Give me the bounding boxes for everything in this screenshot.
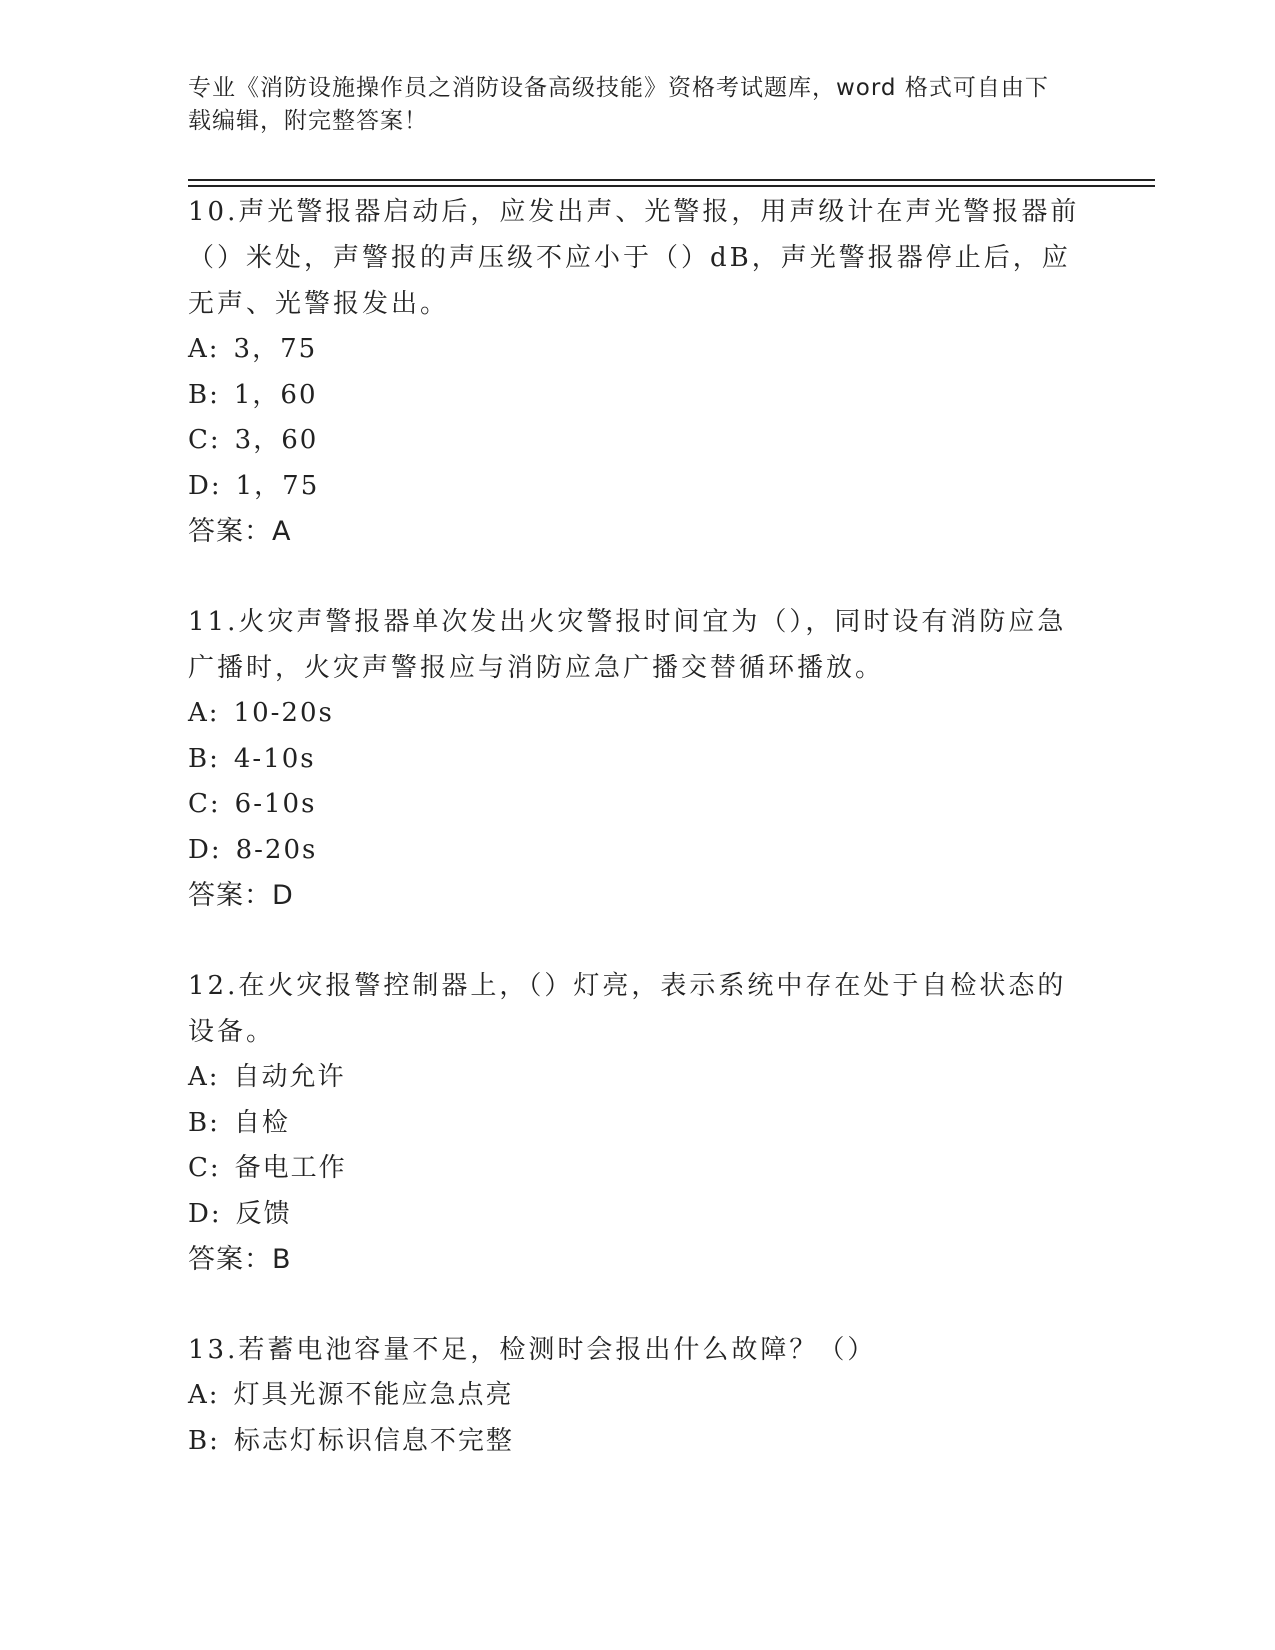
question-11 bbox=[188, 599, 1088, 919]
option-a bbox=[188, 1055, 1088, 1101]
option-value: 灯具光源不能应急点亮 bbox=[233, 1380, 514, 1410]
question-text: 12.在火灾报警控制器上，（）灯亮，表示系统中存在处于自检状态的设备。 bbox=[188, 971, 1067, 1047]
question-text: 11.火灾声警报器单次发出火灾警报时间宜为（），同时设有消防应急广播时，火灾声警报应与消防应急广播交替循环播放。 bbox=[188, 607, 1067, 683]
header-line-2: 载编辑，附完整答案！ bbox=[188, 108, 428, 134]
question-list bbox=[188, 189, 1088, 1508]
option-value: 6-10s bbox=[234, 789, 317, 819]
option-value: 10-20s bbox=[233, 698, 334, 728]
option-a bbox=[188, 327, 1088, 373]
option-value: 自检 bbox=[233, 1107, 290, 1138]
question-12 bbox=[188, 963, 1088, 1283]
answer-line: 答案：A bbox=[188, 516, 292, 547]
option-b bbox=[188, 1101, 1088, 1147]
option-key: D: bbox=[188, 470, 222, 501]
option-key: B: bbox=[188, 1107, 220, 1138]
option-value: 3，60 bbox=[234, 425, 319, 455]
option-key: B: bbox=[188, 1425, 220, 1456]
document-header bbox=[188, 72, 1068, 138]
option-a bbox=[188, 1373, 1088, 1419]
option-value: 1，75 bbox=[235, 470, 320, 501]
option-d bbox=[188, 464, 1088, 510]
option-value: 3，75 bbox=[233, 334, 318, 364]
option-value: 反馈 bbox=[235, 1198, 292, 1229]
option-d bbox=[188, 1192, 1088, 1238]
header-line-1: 专业《消防设施操作员之消防设备高级技能》资格考试题库，word 格式可自由下 bbox=[188, 75, 1049, 101]
option-c bbox=[188, 782, 1088, 828]
option-value: 4-10s bbox=[233, 743, 316, 774]
option-key: C: bbox=[188, 789, 221, 819]
option-key: C: bbox=[188, 425, 221, 455]
option-value: 自动允许 bbox=[233, 1062, 346, 1092]
option-c bbox=[188, 418, 1088, 464]
header-divider-bottom bbox=[188, 185, 1155, 187]
option-key: C: bbox=[188, 1153, 221, 1183]
option-key: B: bbox=[188, 379, 220, 410]
option-value: 8-20s bbox=[235, 834, 318, 865]
header-divider-top bbox=[188, 179, 1155, 181]
answer-line: 答案：B bbox=[188, 1244, 292, 1275]
option-value: 标志灯标识信息不完整 bbox=[233, 1425, 514, 1456]
answer-line: 答案：D bbox=[188, 880, 294, 911]
question-13 bbox=[188, 1327, 1088, 1464]
option-d bbox=[188, 828, 1088, 874]
option-b bbox=[188, 1419, 1088, 1465]
option-c bbox=[188, 1146, 1088, 1192]
option-b bbox=[188, 373, 1088, 419]
question-10 bbox=[188, 189, 1088, 555]
option-key: D: bbox=[188, 834, 222, 865]
option-b bbox=[188, 737, 1088, 783]
question-text: 10.声光警报器启动后，应发出声、光警报，用声级计在声光警报器前（）米处，声警报的声压级不应小于（）dB，声光警报器停止后，应无声、光警报发出。 bbox=[188, 197, 1080, 319]
option-value: 备电工作 bbox=[234, 1153, 347, 1183]
option-key: A: bbox=[188, 1062, 220, 1092]
question-text: 13.若蓄电池容量不足，检测时会报出什么故障？（） bbox=[188, 1335, 877, 1365]
option-key: A: bbox=[188, 334, 220, 364]
option-key: D: bbox=[188, 1198, 222, 1229]
option-key: A: bbox=[188, 1380, 220, 1410]
option-key: A: bbox=[188, 698, 220, 728]
option-value: 1，60 bbox=[233, 379, 318, 410]
option-key: B: bbox=[188, 743, 220, 774]
option-a bbox=[188, 691, 1088, 737]
